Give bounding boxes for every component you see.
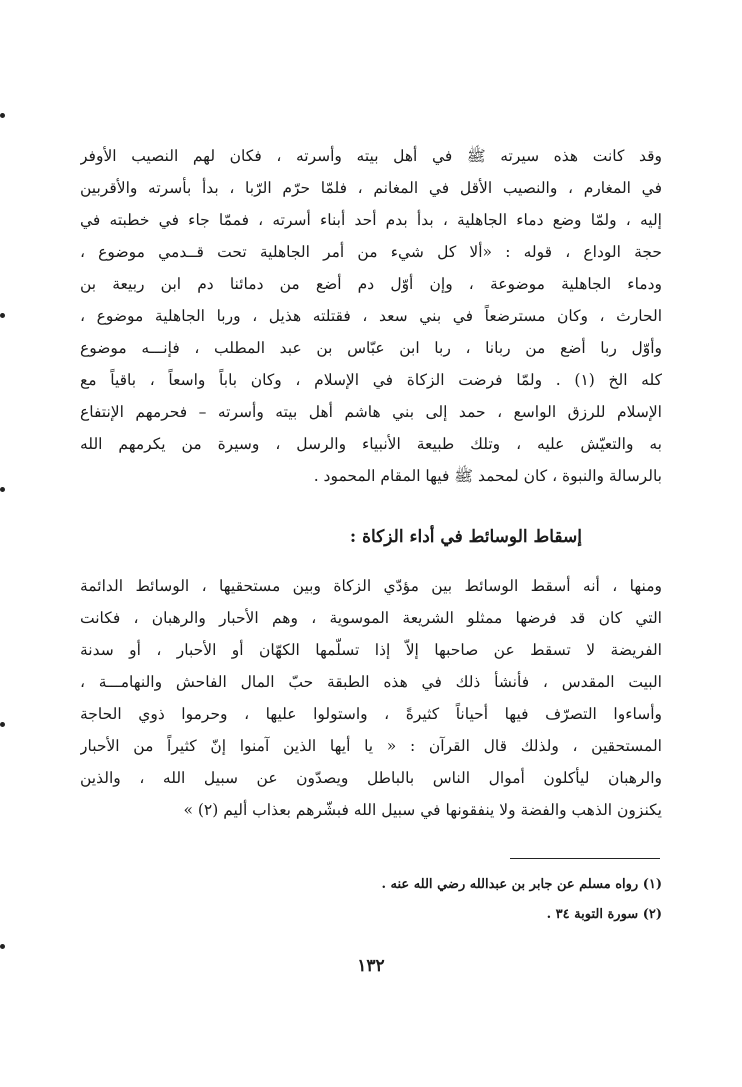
footnote-1: (١) رواه مسلم عن جابر بن عبدالله رضي الله عنه .: [381, 877, 662, 892]
paragraph-line: البيت المقدس ، فأنشأ ذلك في هذه الطبقة حبّ المال الفاحش والنهامـــة ،: [80, 673, 662, 691]
paragraph-line: وأساءوا التصرّف فيها أحياناً كثيرةً ، واستولوا عليها ، وحرموا ذوي الحاجة: [80, 705, 662, 723]
paragraph-line: ومنها ، أنه أسقط الوسائط بين مؤدّي الزكاة وبين مستحقيها ، الوسائط الدائمة: [80, 577, 662, 595]
paragraph-line: الإسلام للرزق الواسع ، حمد إلى بني هاشم أهل بيته وأسرته – فحرمهم الإنتفاع: [80, 403, 662, 421]
paragraph-line: والرهبان ليأكلون أموال الناس بالباطل ويصدّون عن سبيل الله ، والذين: [80, 769, 662, 787]
paragraph-line: وأوّل ربا أضع من ربانا ، ربا ابن عبّاس بن عبد المطلب ، فإنـــه موضوع: [80, 339, 662, 357]
paragraph-line: حجة الوداع ، قوله : «ألا كل شيء من أمر الجاهلية تحت قــدمي موضوع ،: [80, 243, 662, 261]
paragraph-line: به والتعيّش عليه ، وتلك طبيعة الأنبياء والرسل ، وسيرة من يكرمهم الله: [80, 435, 662, 453]
footnotes: [162, 870, 662, 930]
paragraph-line: وقد كانت هذه سيرته ﷺ في أهل بيته وأسرته ، فكان لهم النصيب الأوفر: [80, 147, 662, 165]
paragraph-line: بالرسالة والنبوة ، كان لمحمد ﷺ فيها المقام المحمود .: [313, 467, 662, 485]
paragraph-line: التي كان قد فرضها ممثلو الشريعة الموسوية ، وهم الأحبار والرهبان ، فكانت: [80, 609, 662, 627]
paragraph-2: [80, 570, 662, 826]
paragraph-line: المستحقين ، ولذلك قال القرآن : « يا أيها الذين آمنوا إنّ كثيراً من الأحبار: [80, 737, 662, 755]
paragraph-line: الحارث ، وكان مسترضعاً في بني سعد ، فقتلته هذيل ، وربا الجاهلية موضوع ،: [80, 307, 662, 325]
paragraph-line: في المغارم ، والنصيب الأقل في المغانم ، فلمّا حرّم الرّبا ، بدأ بأسرته والأقربين: [80, 179, 662, 197]
section-heading: إسقاط الوسائط في أداء الزكاة :: [349, 527, 582, 547]
paragraph-line: الفريضة لا تسقط عن صاحبها إلاّ إذا تسلّمها الكهّان أو الأحبار ، أو سدنة: [80, 641, 662, 659]
left-edge-mark-5: [0, 944, 5, 949]
footnote-divider: [510, 858, 660, 859]
paragraph-line: يكنزون الذهب والفضة ولا ينفقونها في سبيل الله فبشّرهم بعذاب أليم (٢) »: [183, 801, 662, 819]
paragraph-line: كله الخ (١) . ولمّا فرضت الزكاة في الإسلام ، وكان باباً واسعاً ، باقياً مع: [80, 371, 662, 389]
left-edge-mark-2: [0, 313, 5, 318]
paragraph-1: [80, 140, 662, 492]
left-edge-mark-4: [0, 722, 5, 727]
left-edge-mark-1: [0, 113, 5, 118]
page-number: ١٣٢: [357, 956, 385, 976]
paragraph-line: ودماء الجاهلية موضوعة ، وإن أوّل دم أضع من دمائنا دم ابن ربيعة بن: [80, 275, 662, 293]
paragraph-line: إليه ، ولمّا وضع دماء الجاهلية ، بدأ بدم أحد أبناء أسرته ، فممّا جاء في خطبته في: [80, 211, 662, 229]
footnote-2: (٢) سورة التوبة ٣٤ .: [546, 907, 662, 922]
left-edge-mark-3: [0, 487, 5, 492]
